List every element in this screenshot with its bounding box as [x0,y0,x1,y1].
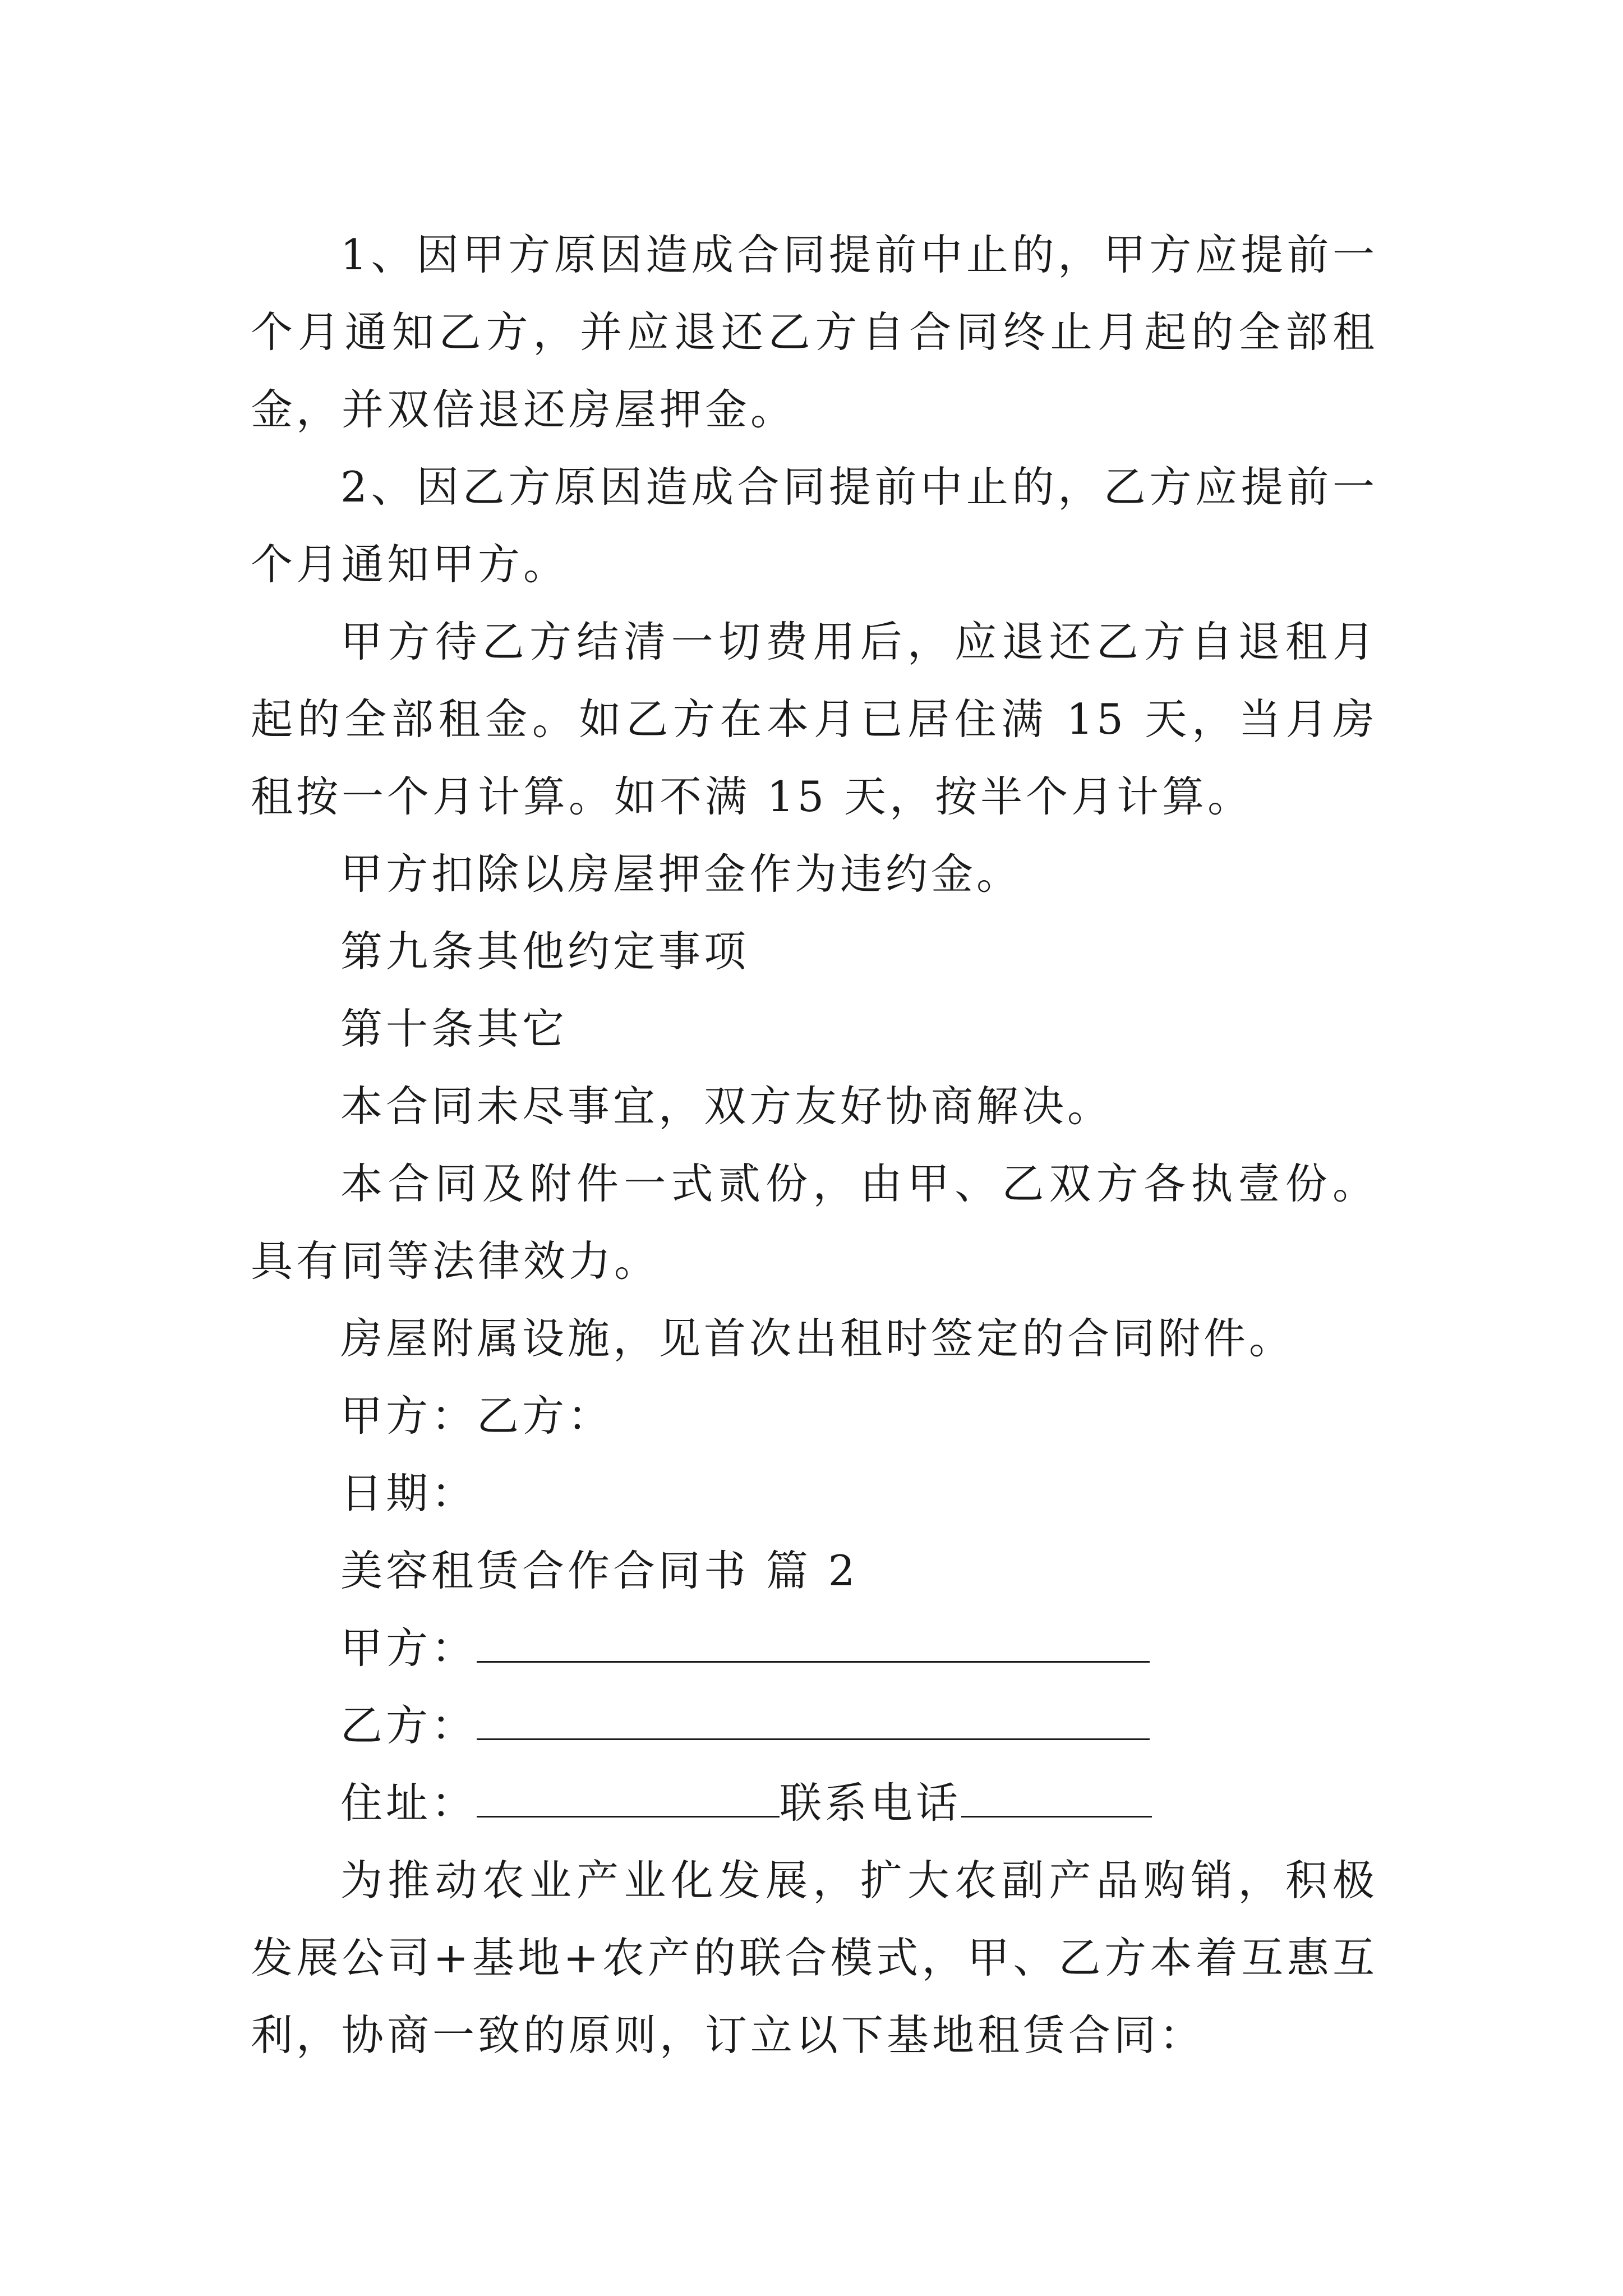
paragraph-deposit-penalty: 甲方扣除以房屋押金作为违约金。 [340,849,1022,899]
paragraph-facilities: 房屋附属设施，见首次出租时签定的合同附件。 [340,1314,1295,1363]
phone-label: 联系电话 [780,1778,962,1828]
party-b-blank[interactable] [477,1694,1150,1740]
document-body [251,216,1378,2074]
address-phone-line [251,1764,1378,1842]
address-blank[interactable] [477,1771,780,1818]
address-label: 住址： [340,1778,477,1828]
signature-parties: 甲方：乙方： [340,1391,614,1441]
phone-blank[interactable] [961,1771,1152,1818]
party-a-line [251,1609,1378,1687]
paragraph-refund-terms: 甲方待乙方结清一切费用后，应退还乙方自退租月起的全部租金。如乙方在本月已居住满 15 天，当月房租按一个月计算。如不满 15 天，按半个月计算。 [251,617,1378,821]
party-b-line [251,1687,1378,1764]
paragraph-copies: 本合同及附件一式贰份，由甲、乙双方各执壹份。具有同等法律效力。 [251,1159,1378,1286]
party-a-blank[interactable] [477,1616,1150,1663]
signature-date: 日期： [340,1469,477,1518]
section-title-part-2: 美容租赁合作合同书 篇 2 [340,1546,859,1595]
paragraph-unresolved-matters: 本合同未尽事宜，双方友好协商解决。 [340,1082,1113,1131]
article-nine-heading: 第九条其他约定事项 [340,927,750,976]
article-ten-heading: 第十条其它 [340,1004,568,1053]
party-a-label: 甲方： [340,1623,477,1673]
party-b-label: 乙方： [340,1701,477,1750]
paragraph-early-termination-party-a: 1、因甲方原因造成合同提前中止的，甲方应提前一个月通知乙方，并应退还乙方自合同终止月起的全部租金，并双倍退还房屋押金。 [251,230,1378,434]
paragraph-early-termination-party-b: 2、因乙方原因造成合同提前中止的，乙方应提前一个月通知甲方。 [251,462,1378,589]
paragraph-contract-purpose: 为推动农业产业化发展，扩大农副产品购销，积极发展公司+基地+农产的联合模式，甲、乙方本着互惠互利，协商一致的原则，订立以下基地租赁合同： [251,1856,1378,2060]
